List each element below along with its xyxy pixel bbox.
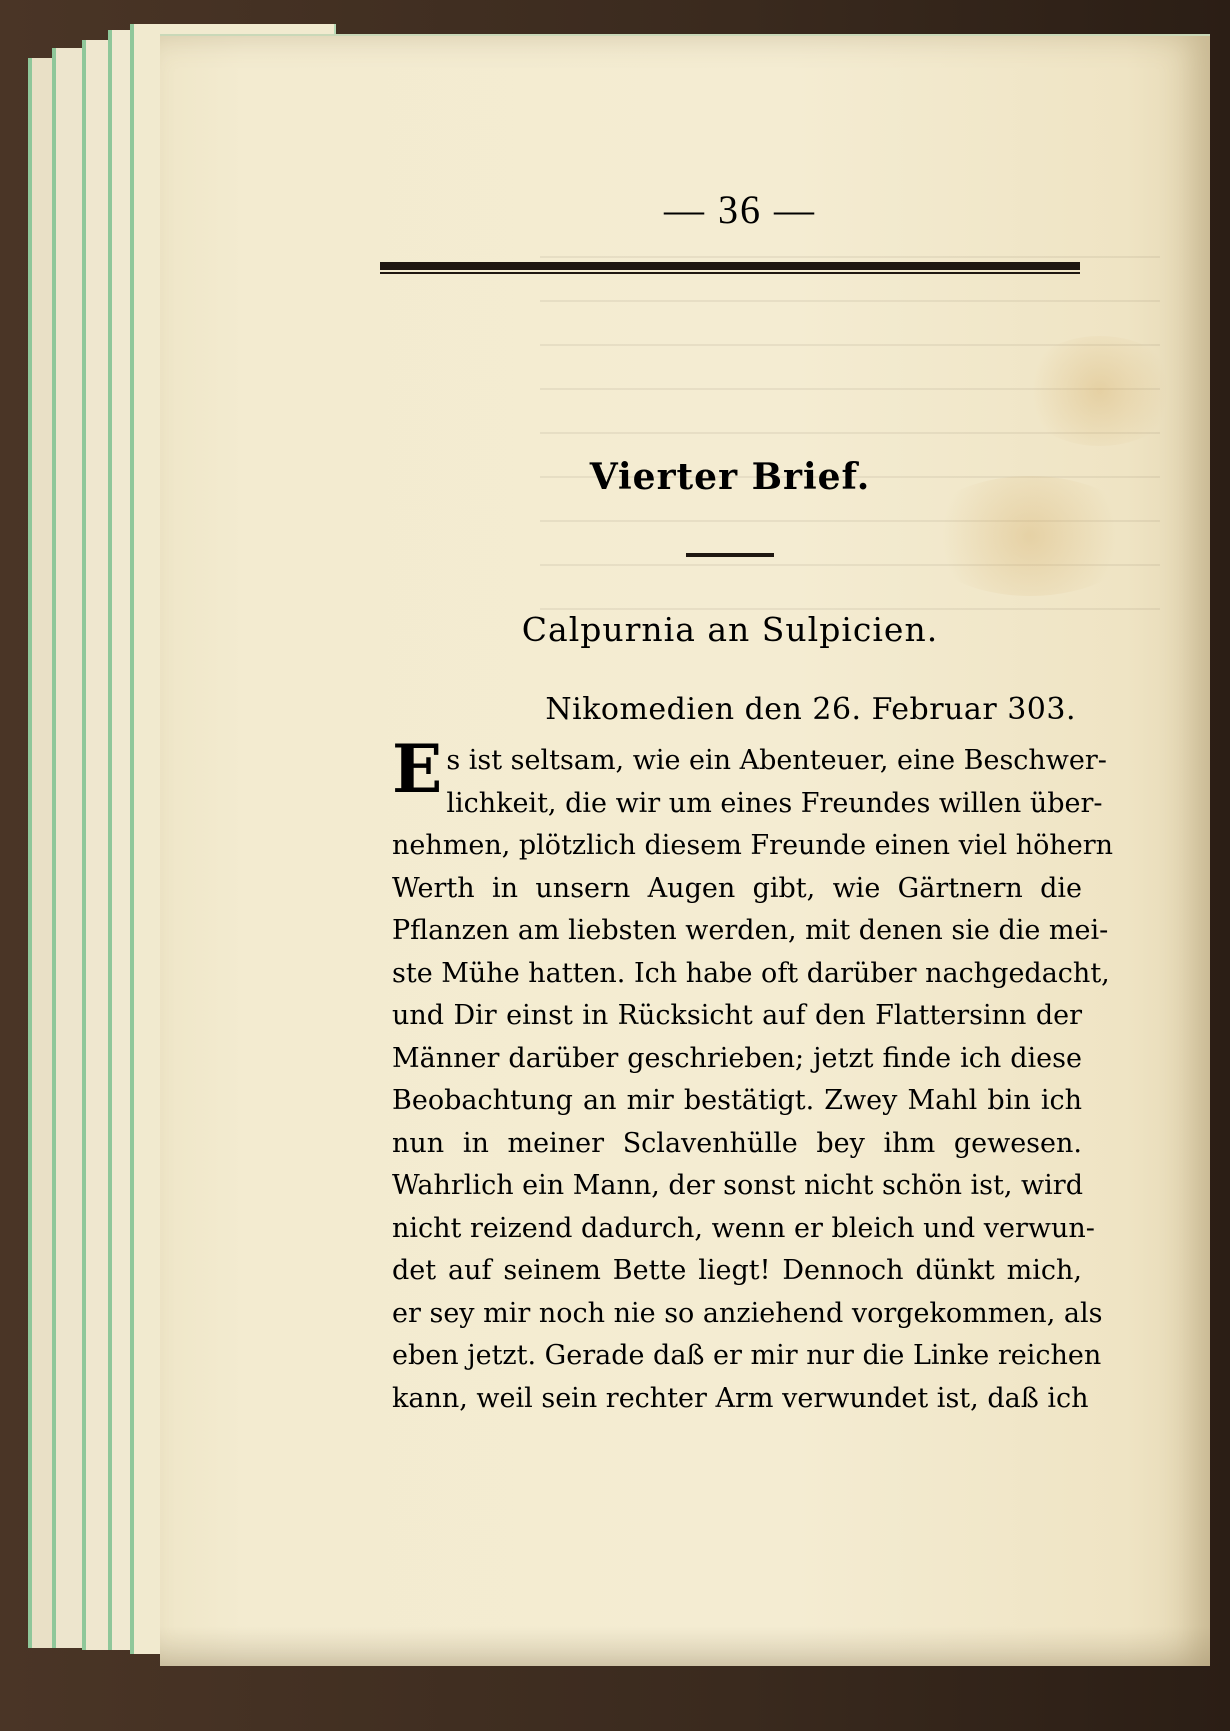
text-line: nehmen, plötzlich diesem Freunde einen viel höhern	[392, 830, 1114, 861]
text-line: lichkeit, die wir um eines Freundes willen über-	[446, 787, 1103, 819]
text-line: Beobachtung an mir bestätigt. Zwey Mahl bin ich	[392, 1085, 1082, 1116]
page-shadow	[160, 1626, 1210, 1666]
text-line: er sey mir noch nie so anziehend vorgekommen, als	[392, 1297, 1103, 1329]
text-line: kann, weil sein rechter Arm verwundet ist, daß ich	[392, 1382, 1089, 1414]
text-line: Werth in unsern Augen gibt, wie Gärtnern die	[392, 872, 1082, 904]
drop-cap: E	[392, 730, 443, 808]
text-line: nun in meiner Sclavenhülle bey ihm gewesen.	[392, 1127, 1082, 1159]
letter-body	[392, 730, 1114, 1420]
text-line: und Dir einst in Rücksicht auf den Flattersinn der	[392, 1000, 1082, 1031]
book-page	[160, 34, 1210, 1666]
text-line: det auf seinem Bette liegt! Dennoch dünkt mich,	[392, 1255, 1082, 1286]
text-line: Männer darüber geschrieben; jetzt finde ich diese	[392, 1042, 1082, 1074]
text-line: Wahrlich ein Mann, der sonst nicht schön ist, wird	[392, 1170, 1083, 1201]
letter-salutation: Calpurnia an Sulpicien.	[521, 610, 939, 649]
text-line: Pflanzen am liebsten werden, mit denen sie die mei-	[392, 915, 1109, 946]
page-number: — 36 —	[664, 187, 816, 232]
text-line: eben jetzt. Gerade daß er mir nur die Linke reichen	[392, 1340, 1102, 1371]
header-rule	[380, 262, 1080, 270]
text-line: s ist seltsam, wie ein Abenteuer, eine Beschwer-	[446, 745, 1107, 776]
paper-stain	[1020, 336, 1180, 446]
title-divider	[686, 553, 774, 557]
text-line: ste Mühe hatten. Ich habe oft darüber nachgedacht,	[392, 957, 1110, 989]
text-line: nicht reizend dadurch, wenn er bleich und verwun-	[392, 1212, 1095, 1244]
letter-dateline: Nikomedien den 26. Februar 303.	[545, 692, 1076, 727]
letter-title: Vierter Brief.	[589, 456, 871, 498]
